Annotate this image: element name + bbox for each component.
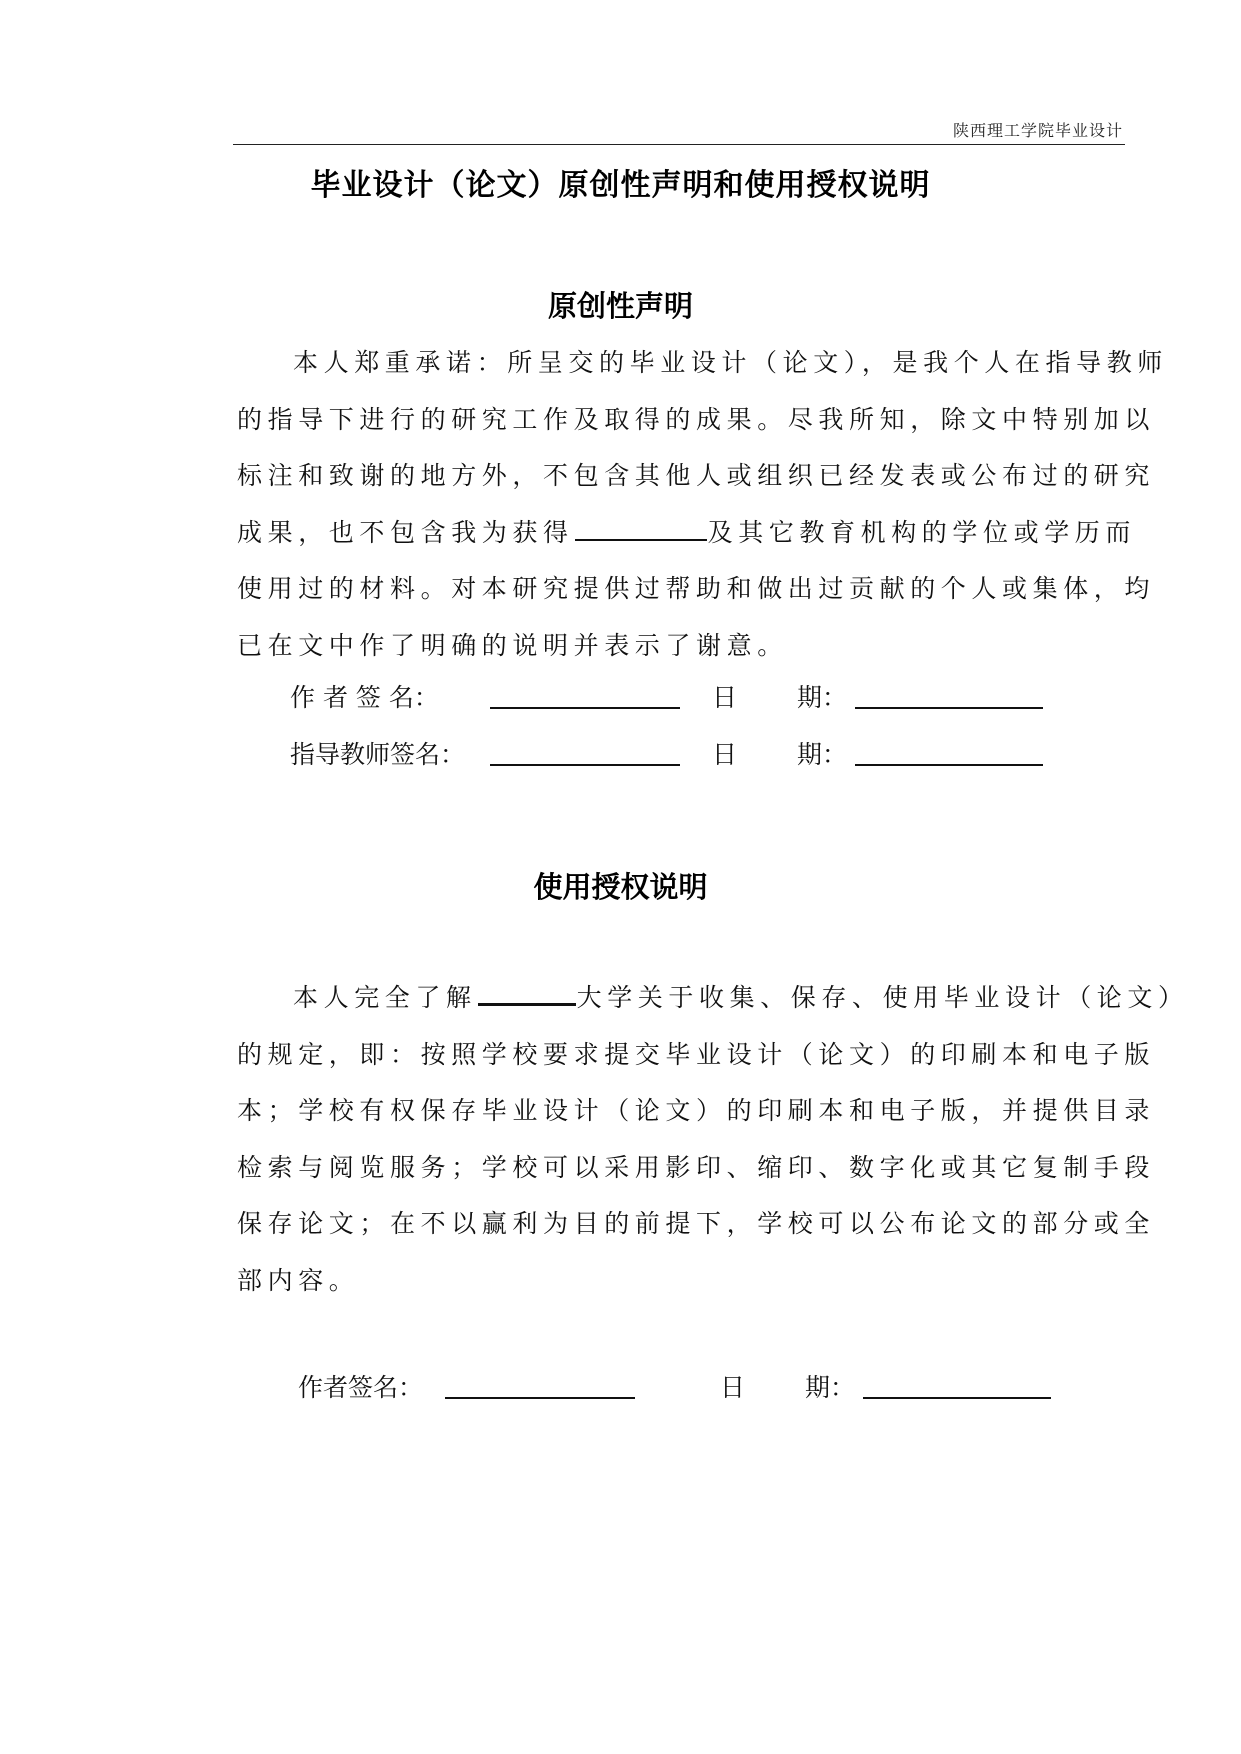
date-char-qi: 期：	[797, 740, 848, 769]
paragraph-line: 已在文中作了明确的说明并表示了谢意。	[237, 630, 788, 660]
advisor-signature-field[interactable]	[490, 763, 680, 766]
paragraph-text: 大学关于收集、保存、使用毕业设计（论文）	[576, 983, 1189, 1012]
paragraph-line: 本；学校有权保存毕业设计（论文）的印刷本和电子版，并提供目录	[237, 1096, 1156, 1125]
paragraph-line: 使用过的材料。对本研究提供过帮助和做出过贡献的个人或集体，均	[237, 574, 1156, 603]
paragraph-text: 本人完全了解	[293, 983, 477, 1012]
authorization-paragraph	[237, 970, 1189, 1309]
paragraph-line-with-blank	[237, 970, 1189, 1027]
paragraph-line: 部内容。	[237, 1265, 360, 1295]
paragraph-text: 成果，也不包含我为获得	[237, 517, 574, 547]
paragraph-line-with-blank	[237, 505, 1137, 562]
paragraph-line: 本人郑重承诺：所呈交的毕业设计（论文），是我个人在指导教师	[293, 348, 1168, 377]
author-signature-field[interactable]	[490, 706, 680, 709]
date-char-qi: 期：	[805, 1373, 856, 1402]
paragraph-line: 保存论文；在不以赢利为目的前提下，学校可以公布论文的部分或全	[237, 1209, 1156, 1238]
university-blank[interactable]	[478, 981, 576, 1006]
authorization-signature-field[interactable]	[445, 1396, 635, 1399]
document-title: 毕业设计（论文）原创性声明和使用授权说明	[310, 168, 931, 203]
date-char-ri: 日	[712, 683, 738, 712]
date-char-ri: 日	[712, 740, 738, 769]
originality-section-title: 原创性声明	[547, 289, 693, 323]
paragraph-line: 检索与阅览服务；学校可以采用影印、缩印、数字化或其它复制手段	[237, 1152, 1156, 1182]
paragraph-line: 标注和致谢的地方外，不包含其他人或组织已经发表或公布过的研究	[237, 461, 1156, 490]
authorization-section-title: 使用授权说明	[533, 870, 708, 904]
advisor-signature-label: 指导教师签名：	[290, 740, 466, 769]
institution-blank[interactable]	[575, 517, 707, 541]
author-signature-label: 作 者 签 名：	[290, 683, 439, 712]
authorization-date-field[interactable]	[863, 1396, 1051, 1399]
date-char-qi: 期：	[797, 683, 848, 712]
author-signature-label: 作者签名：	[298, 1373, 424, 1402]
originality-paragraph	[237, 335, 1168, 674]
advisor-date-field[interactable]	[855, 763, 1043, 766]
page-header	[233, 116, 1125, 145]
author-date-field[interactable]	[855, 706, 1043, 709]
date-char-ri: 日	[720, 1373, 746, 1402]
header-text: 陕西理工学院毕业设计	[952, 121, 1123, 140]
paragraph-line: 的规定，即：按照学校要求提交毕业设计（论文）的印刷本和电子版	[237, 1039, 1156, 1069]
paragraph-text: 及其它教育机构的学位或学历而	[707, 517, 1137, 547]
paragraph-line: 的指导下进行的研究工作及取得的成果。尽我所知，除文中特别加以	[237, 404, 1156, 434]
